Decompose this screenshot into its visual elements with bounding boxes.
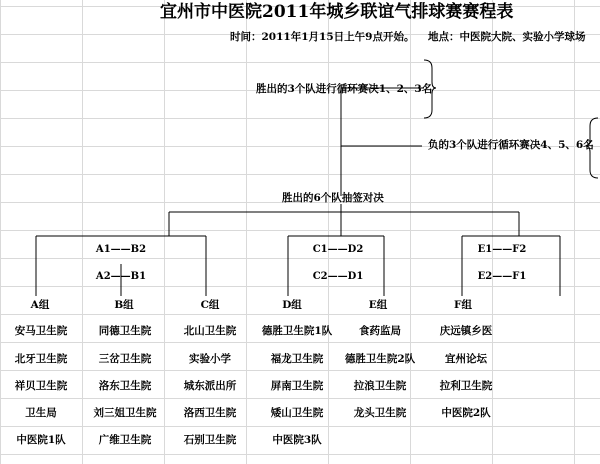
team-cell: 宜州论坛	[445, 353, 487, 365]
team-cell: 刘三姐卫生院	[93, 407, 157, 419]
draw-note: 胜出的6个队抽签对决	[282, 192, 384, 204]
team-cell: 中医院3队	[272, 434, 322, 446]
team-cell: 矮山卫生院	[270, 407, 324, 419]
match-label: A2——B1	[95, 271, 147, 282]
losers-round-note: 负的3个队进行循环赛决4、5、6名	[428, 139, 594, 151]
team-cell: 祥贝卫生院	[14, 380, 68, 392]
event-time: 时间：2011年1月15日上午9点开始。	[230, 31, 415, 43]
match-label: E2——F1	[477, 271, 527, 282]
group-header: A组	[30, 299, 50, 311]
team-cell: 中医院1队	[16, 434, 66, 446]
event-venue: 地点：中医院大院、实验小学球场	[428, 31, 586, 43]
team-cell: 三岔卫生院	[98, 353, 152, 365]
match-label: A1——B2	[95, 244, 147, 255]
team-cell: 广维卫生院	[98, 434, 152, 446]
group-header: B组	[114, 299, 134, 311]
match-label: C1——D2	[312, 244, 364, 255]
team-cell: 石别卫生院	[183, 434, 237, 446]
team-cell: 洛西卫生院	[183, 407, 237, 419]
group-header: E组	[368, 299, 388, 311]
team-cell: 德胜卫生院1队	[261, 325, 333, 337]
team-cell: 屏南卫生院	[270, 380, 324, 392]
team-cell: 拉浪卫生院	[353, 380, 407, 392]
match-label: C2——D1	[312, 271, 364, 282]
team-cell: 同德卫生院	[98, 325, 152, 337]
team-cell: 拉利卫生院	[439, 380, 493, 392]
team-cell: 城东派出所	[183, 380, 237, 392]
team-cell: 北山卫生院	[183, 325, 237, 337]
team-cell: 安马卫生院	[14, 325, 68, 337]
group-header: C组	[200, 299, 220, 311]
team-cell: 庆远镇乡医	[439, 325, 493, 337]
match-label: E1——F2	[477, 244, 527, 255]
team-cell: 实验小学	[189, 353, 231, 365]
team-cell: 福龙卫生院	[270, 353, 324, 365]
team-cell: 德胜卫生院2队	[344, 353, 416, 365]
team-cell: 洛东卫生院	[98, 380, 152, 392]
page-title: 宜州市中医院2011年城乡联谊气排球赛赛程表	[160, 2, 514, 22]
group-header: D组	[282, 299, 302, 311]
team-cell: 龙头卫生院	[353, 407, 407, 419]
group-header: F组	[454, 299, 472, 311]
team-cell: 中医院2队	[441, 407, 491, 419]
winners-round-note: 胜出的3个队进行循环赛决1、2、3名	[256, 83, 433, 95]
team-cell: 卫生局	[25, 407, 57, 419]
team-cell: 食药监局	[359, 325, 401, 337]
team-cell: 北牙卫生院	[14, 353, 68, 365]
